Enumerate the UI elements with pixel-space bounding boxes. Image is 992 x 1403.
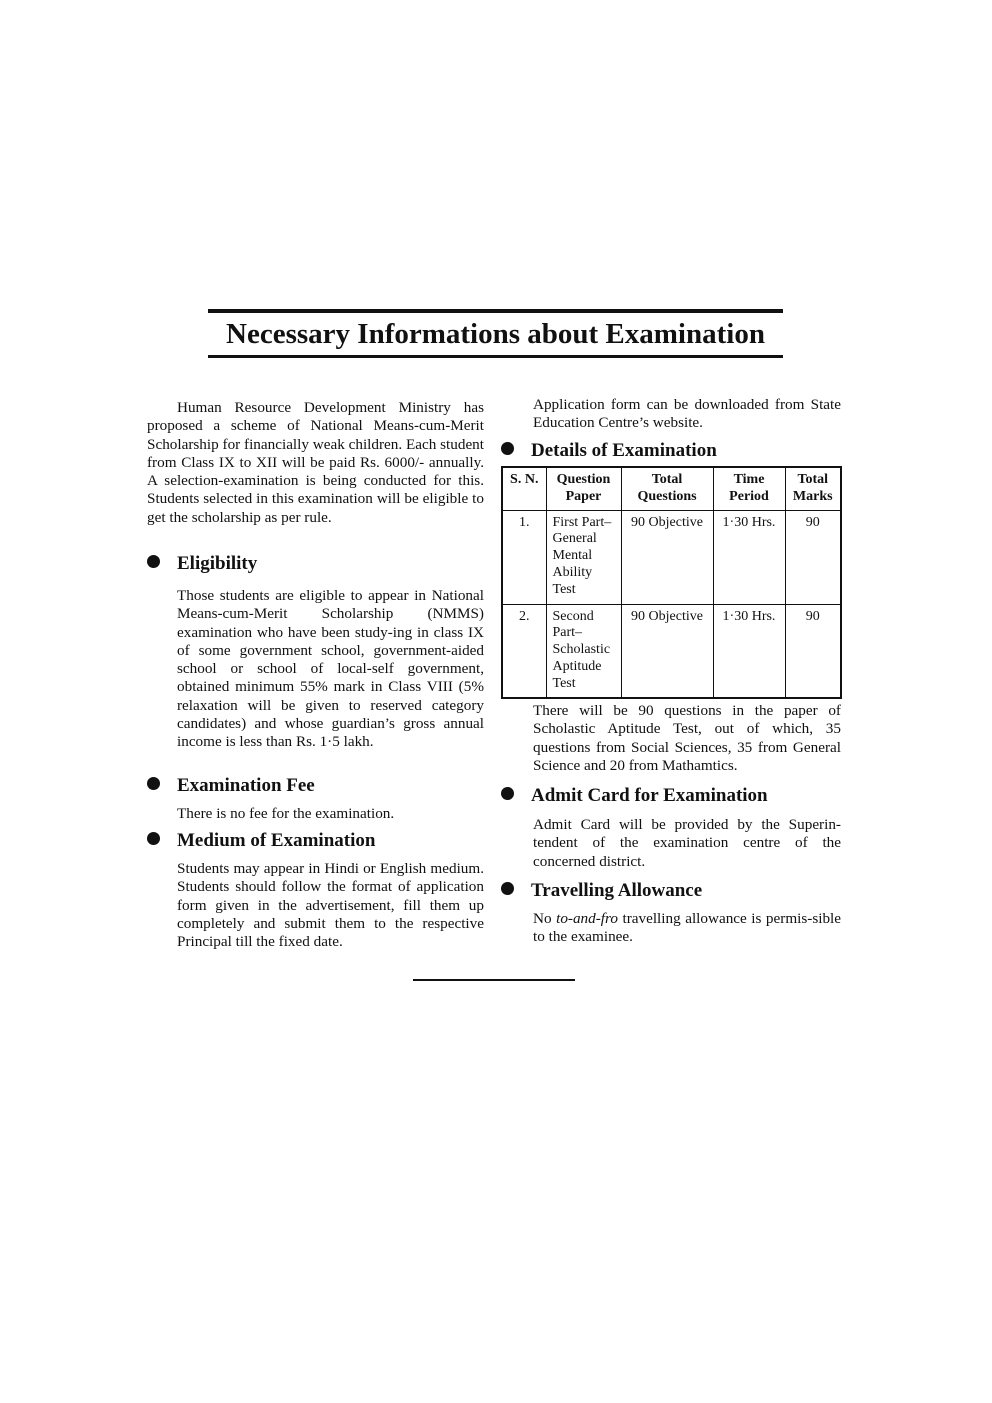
bullet-icon xyxy=(501,882,514,895)
eligibility-heading xyxy=(147,553,257,575)
details-note: There will be 90 questions in the paper of Scholastic Aptitude Test, out of which, 35 questions from Social Sciences, 35 from General Science and 20 from Mathamtics. xyxy=(533,702,841,774)
cell-total-marks: 90 xyxy=(785,604,841,697)
bullet-icon xyxy=(501,787,514,800)
cell-sn: 1. xyxy=(502,510,546,604)
travel-heading xyxy=(501,880,702,902)
header-question-paper: Question Paper xyxy=(546,467,621,510)
bullet-icon xyxy=(501,442,514,455)
eligibility-section xyxy=(177,587,484,752)
heading-text: Examination Fee xyxy=(177,775,315,796)
cell-total-questions: 90 Objective xyxy=(621,604,713,697)
title-banner xyxy=(208,309,783,358)
page-title: Necessary Informations about Examination xyxy=(226,318,765,350)
admit-heading xyxy=(501,785,768,807)
heading-text: Admit Card for Examination xyxy=(531,785,768,806)
cell-question-paper: Second Part–Scholastic Aptitude Test xyxy=(546,604,621,697)
bullet-icon xyxy=(147,832,160,845)
header-sn: S. N. xyxy=(502,467,546,510)
application-section xyxy=(533,396,841,433)
header-total-marks: Total Marks xyxy=(785,467,841,510)
fee-heading xyxy=(147,775,315,797)
travel-italic: to-and-fro xyxy=(556,910,618,927)
medium-paragraph: Students may appear in Hindi or English medium. Students should follow the format of application form given in the advertisement, fill them up completely and submit them to the respective Principal till the fixed date. xyxy=(177,860,484,951)
medium-heading xyxy=(147,830,375,852)
admit-paragraph: Admit Card will be provided by the Superin-tendent of the examination centre of the concerned district. xyxy=(533,816,841,870)
header-time-period: Time Period xyxy=(713,467,785,510)
table-header-row xyxy=(502,467,841,510)
intro-section xyxy=(147,399,484,527)
cell-question-paper: First Part–General Mental Ability Test xyxy=(546,510,621,604)
cell-sn: 2. xyxy=(502,604,546,697)
bullet-icon xyxy=(147,555,160,568)
medium-section xyxy=(177,860,484,951)
travel-section xyxy=(533,910,841,947)
travel-suffix: travelling allowance is permis-sible to the examinee. xyxy=(533,910,842,946)
bullet-icon xyxy=(147,777,160,790)
table-row xyxy=(502,510,841,604)
fee-section xyxy=(177,805,484,823)
cell-time-period: 1·30 Hrs. xyxy=(713,604,785,697)
fee-paragraph: There is no fee for the examination. xyxy=(177,805,395,822)
travel-paragraph xyxy=(533,910,841,947)
heading-text: Eligibility xyxy=(177,553,258,574)
heading-text: Medium of Examination xyxy=(177,830,376,851)
cell-total-marks: 90 xyxy=(785,510,841,604)
heading-text: Details of Examination xyxy=(531,440,717,461)
end-divider xyxy=(413,979,575,981)
exam-details-table xyxy=(501,466,842,699)
application-paragraph: Application form can be downloaded from State Education Centre’s website. xyxy=(533,396,841,432)
intro-paragraph: Human Resource Development Ministry has proposed a scheme of National Means-cum-Merit Scholarship for financially weak children. Each student from Class IX to XII will be paid Rs. 6000/- annually. A selection-examination is being conducted for this. Students selected in this examination will be eligible to get the scholarship as per rule. xyxy=(147,399,484,526)
details-heading xyxy=(501,440,717,462)
heading-text: Travelling Allowance xyxy=(531,880,703,901)
admit-section xyxy=(533,816,841,871)
travel-prefix: No xyxy=(533,910,557,927)
details-note-section xyxy=(533,702,841,775)
cell-total-questions: 90 Objective xyxy=(621,510,713,604)
table-row xyxy=(502,604,841,697)
eligibility-paragraph: Those students are eligible to appear in National Means-cum-Merit Scholarship (NMMS) examination who have been study-ing in class IX of some government school, government-aided school or school of local-self government, obtained minimum 55% mark in Class VIII (5% relaxation will be given to reserved category candidates) and whose guardian’s gross annual income is less than Rs. 1·5 lakh. xyxy=(177,587,484,751)
header-total-questions: Total Questions xyxy=(621,467,713,510)
cell-time-period: 1·30 Hrs. xyxy=(713,510,785,604)
